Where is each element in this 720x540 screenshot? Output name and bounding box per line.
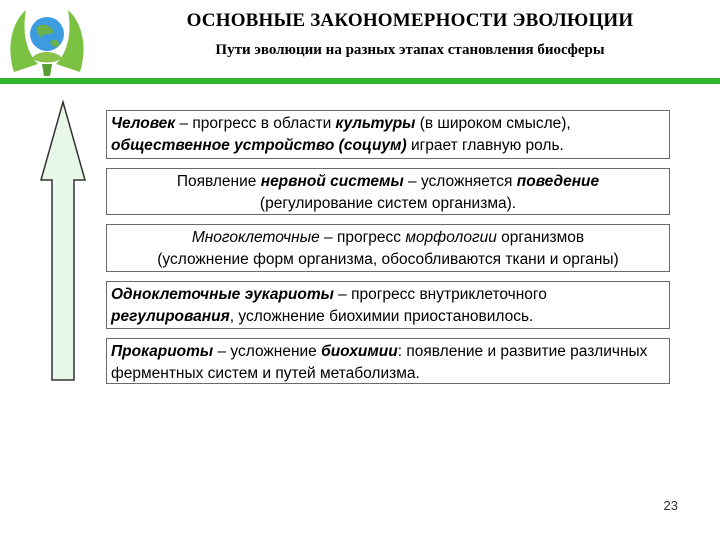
header-divider	[0, 78, 720, 84]
text-segment: : появление и развитие различных ферментных систем и путей метаболизма.	[111, 343, 648, 382]
stage-box-eukaryotes	[106, 281, 670, 329]
text-segment: (регулирование систем организма).	[259, 195, 517, 212]
text-segment: (в широком смысле),	[415, 115, 571, 132]
term-behavior: поведение	[516, 173, 600, 190]
text-segment: Появление	[176, 173, 261, 190]
text-segment: – прогресс в области	[175, 115, 336, 132]
text-segment: – прогресс внутриклеточного	[333, 286, 547, 303]
text-segment: – усложнение	[213, 343, 322, 360]
page-number: 23	[663, 498, 678, 513]
page-title: ОСНОВНЫЕ ЗАКОНОМЕРНОСТИ ЭВОЛЮЦИИ	[186, 10, 634, 31]
term-culture: культуры	[335, 115, 416, 132]
up-arrow-icon	[38, 100, 88, 382]
term-eukaryotes: Одноклеточные эукариоты	[111, 286, 334, 303]
term-prokaryotes: Прокариоты	[111, 343, 214, 360]
term-morphology: морфологии	[405, 229, 497, 246]
text-segment: организмов	[496, 229, 585, 246]
text-segment: играет главную роль.	[406, 137, 564, 154]
term-society: общественное устройство (социум)	[111, 137, 407, 154]
stage-box-human	[106, 110, 670, 159]
text-segment: , усложнение биохимии приостановилось.	[229, 308, 534, 325]
text-segment: (усложнение форм организма, обособливаются ткани и органы)	[157, 251, 619, 268]
stage-box-multicellular	[106, 224, 670, 272]
stage-box-nervous-system	[106, 168, 670, 215]
globe-leaves-logo-icon	[4, 2, 90, 78]
term-biochemistry: биохимии	[321, 343, 398, 360]
stage-box-prokaryotes	[106, 338, 670, 384]
term-multicellular: Многоклеточные	[191, 229, 320, 246]
term-regulation: регулирования	[111, 308, 230, 325]
term-nervous-system: нервной системы	[260, 173, 404, 190]
page-subtitle: Пути эволюции на разных этапах становления биосферы	[215, 42, 605, 58]
term-human: Человек	[111, 115, 176, 132]
text-segment: – прогресс	[319, 229, 406, 246]
text-segment: – усложняется	[403, 173, 517, 190]
